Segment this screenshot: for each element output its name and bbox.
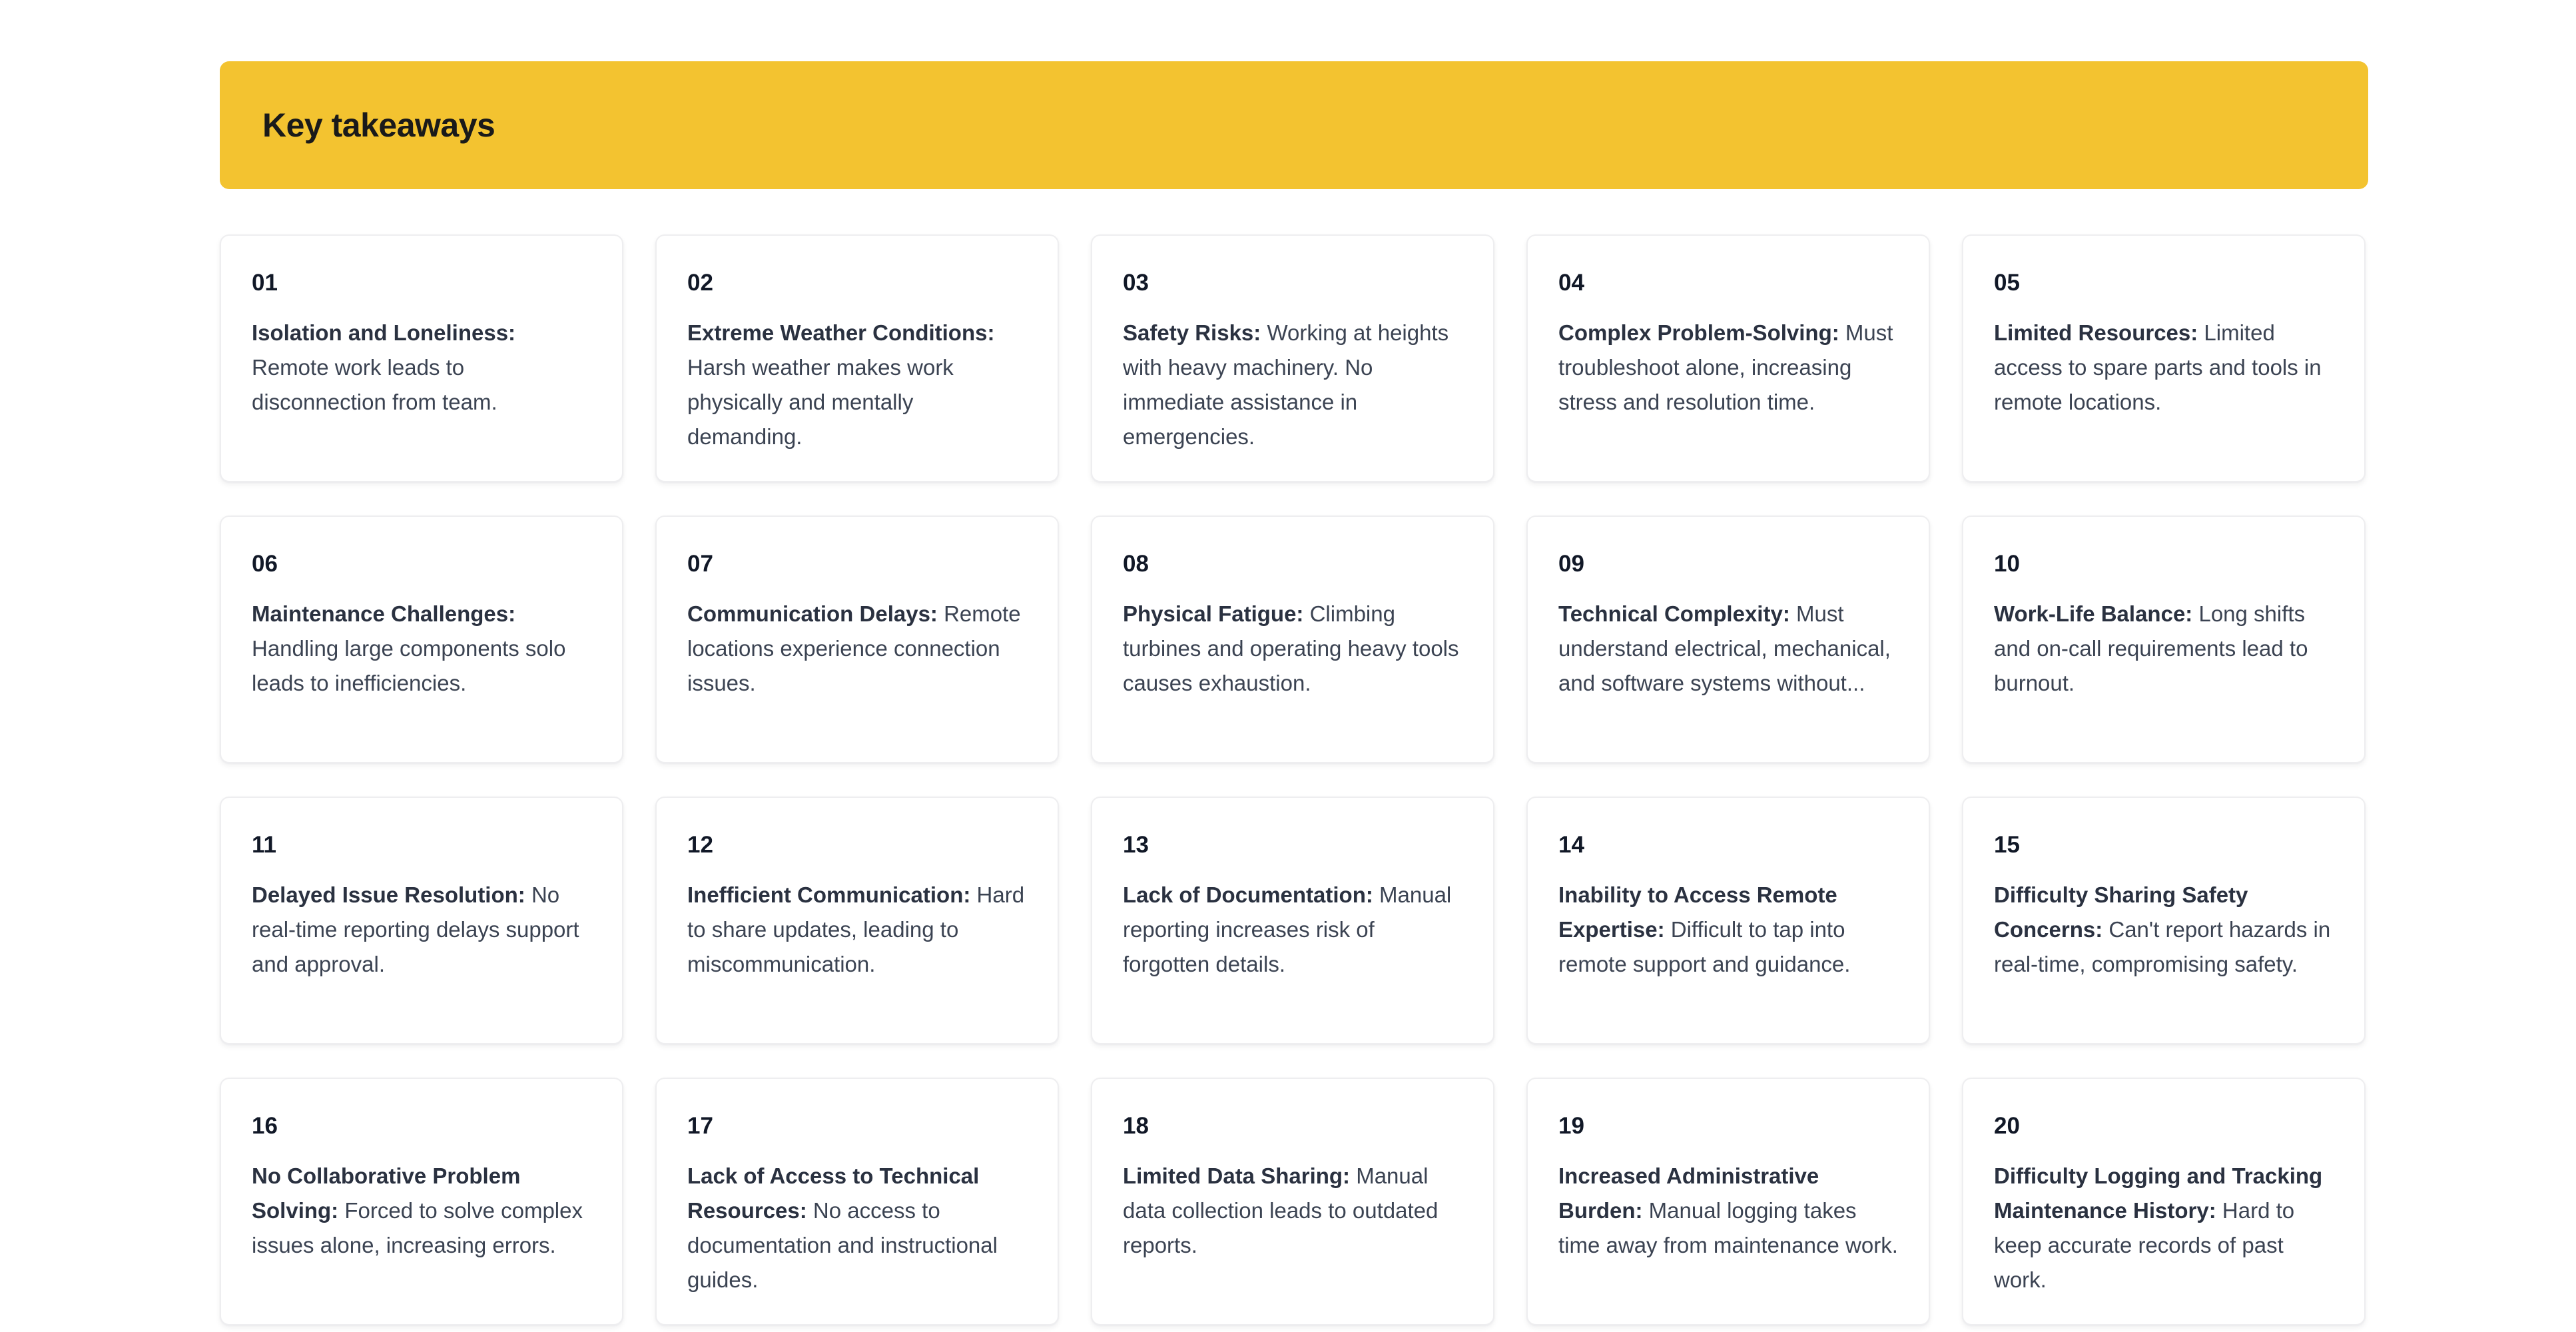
takeaway-card (655, 234, 1059, 482)
card-number: 14 (1558, 832, 1584, 858)
takeaway-card (1091, 234, 1494, 482)
card-text (1994, 878, 2334, 982)
card-number: 07 (687, 551, 713, 577)
card-number: 09 (1558, 551, 1584, 577)
card-text (1123, 597, 1462, 701)
takeaway-card (1526, 234, 1930, 482)
card-description: Climbing turbines and operating heavy tools causes exhaustion. (1123, 601, 1459, 695)
card-title: Safety Risks: (1123, 320, 1261, 345)
card-number: 15 (1994, 832, 2020, 858)
section-title: Key takeaways (262, 107, 495, 144)
card-description: Handling large components solo leads to inefficiencies. (252, 636, 566, 695)
card-number: 08 (1123, 551, 1149, 577)
takeaway-card (220, 234, 623, 482)
takeaway-card (1526, 515, 1930, 763)
card-text (1994, 1159, 2334, 1297)
card-number: 20 (1994, 1113, 2020, 1139)
card-title: Lack of Access to Technical Resources: (687, 1164, 980, 1223)
card-title: Limited Resources: (1994, 320, 2198, 345)
card-description: No real-time reporting delays support and approval. (252, 882, 579, 976)
takeaway-card (1962, 797, 2366, 1044)
card-text (1558, 597, 1898, 701)
card-description: Hard to keep accurate records of past work. (1994, 1198, 2295, 1292)
card-number: 13 (1123, 832, 1149, 858)
takeaway-card (220, 797, 623, 1044)
card-number: 10 (1994, 551, 2020, 577)
takeaway-card (220, 1078, 623, 1325)
card-description: Manual logging takes time away from maintenance work. (1558, 1198, 1898, 1257)
takeaway-card (1091, 1078, 1494, 1325)
card-text (252, 597, 591, 701)
card-title: Limited Data Sharing: (1123, 1164, 1351, 1188)
card-title: Work-Life Balance: (1994, 601, 2193, 626)
takeaway-card (220, 515, 623, 763)
card-text (687, 597, 1027, 701)
card-title: Delayed Issue Resolution: (252, 882, 525, 907)
takeaway-card (1091, 515, 1494, 763)
card-text (1123, 878, 1462, 982)
card-title: Inability to Access Remote Expertise: (1558, 882, 1837, 942)
card-text (1558, 316, 1898, 420)
card-title: Technical Complexity: (1558, 601, 1790, 626)
card-description: Long shifts and on-call requirements lead to burnout. (1994, 601, 2308, 695)
card-number: 05 (1994, 270, 2020, 296)
card-text (1123, 316, 1462, 454)
card-number: 12 (687, 832, 713, 858)
card-number: 03 (1123, 270, 1149, 296)
card-description: Manual data collection leads to outdated reports. (1123, 1164, 1439, 1257)
card-title: Difficulty Logging and Tracking Maintenance History: (1994, 1164, 2323, 1223)
card-description: Limited access to spare parts and tools in remote locations. (1994, 320, 2322, 414)
key-takeaways-banner (220, 61, 2368, 189)
card-title: Difficulty Sharing Safety Concerns: (1994, 882, 2248, 942)
card-title: Physical Fatigue: (1123, 601, 1304, 626)
card-title: Increased Administrative Burden: (1558, 1164, 1819, 1223)
card-title: Maintenance Challenges: (252, 601, 516, 626)
card-title: No Collaborative Problem Solving: (252, 1164, 521, 1223)
card-description: No access to documentation and instructional guides. (687, 1198, 998, 1292)
card-number: 02 (687, 270, 713, 296)
takeaway-card (1962, 234, 2366, 482)
card-number: 01 (252, 270, 278, 296)
takeaway-card (1962, 515, 2366, 763)
card-title: Isolation and Loneliness: (252, 320, 516, 345)
card-title: Extreme Weather Conditions: (687, 320, 995, 345)
card-title: Inefficient Communication: (687, 882, 971, 907)
card-text (1994, 597, 2334, 701)
takeaway-card (1526, 1078, 1930, 1325)
takeaways-grid (220, 234, 2368, 1325)
card-description: Harsh weather makes work physically and mentally demanding. (687, 355, 954, 449)
takeaway-card (655, 797, 1059, 1044)
card-number: 17 (687, 1113, 713, 1139)
takeaway-card (1526, 797, 1930, 1044)
card-description: Must understand electrical, mechanical, and software systems without... (1558, 601, 1891, 695)
card-text (1123, 1159, 1462, 1263)
takeaway-card (655, 1078, 1059, 1325)
card-title: Communication Delays: (687, 601, 938, 626)
card-description: Remote work leads to disconnection from team. (252, 355, 497, 414)
card-text (1558, 878, 1898, 982)
takeaway-card (1091, 797, 1494, 1044)
card-text (687, 316, 1027, 454)
card-number: 16 (252, 1113, 278, 1139)
card-text (1558, 1159, 1898, 1263)
card-text (252, 878, 591, 982)
card-text (1994, 316, 2334, 420)
card-number: 04 (1558, 270, 1584, 296)
card-title: Complex Problem-Solving: (1558, 320, 1839, 345)
card-number: 06 (252, 551, 278, 577)
card-description: Manual reporting increases risk of forgotten details. (1123, 882, 1452, 976)
card-text (687, 878, 1027, 982)
card-description: Hard to share updates, leading to miscommunication. (687, 882, 1025, 976)
card-number: 19 (1558, 1113, 1584, 1139)
card-description: Can't report hazards in real-time, compromising safety. (1994, 917, 2331, 976)
takeaway-card (655, 515, 1059, 763)
card-description: Remote locations experience connection issues. (687, 601, 1021, 695)
card-description: Difficult to tap into remote support and guidance. (1558, 917, 1851, 976)
card-description: Forced to solve complex issues alone, increasing errors. (252, 1198, 583, 1257)
card-description: Working at heights with heavy machinery. No immediate assistance in emergencies. (1123, 320, 1449, 449)
takeaways-section (220, 61, 2368, 1325)
card-text (687, 1159, 1027, 1297)
card-number: 11 (252, 832, 276, 858)
card-number: 18 (1123, 1113, 1149, 1139)
card-text (252, 316, 591, 420)
card-text (252, 1159, 591, 1263)
takeaway-card (1962, 1078, 2366, 1325)
card-title: Lack of Documentation: (1123, 882, 1373, 907)
card-description: Must troubleshoot alone, increasing stress and resolution time. (1558, 320, 1893, 414)
